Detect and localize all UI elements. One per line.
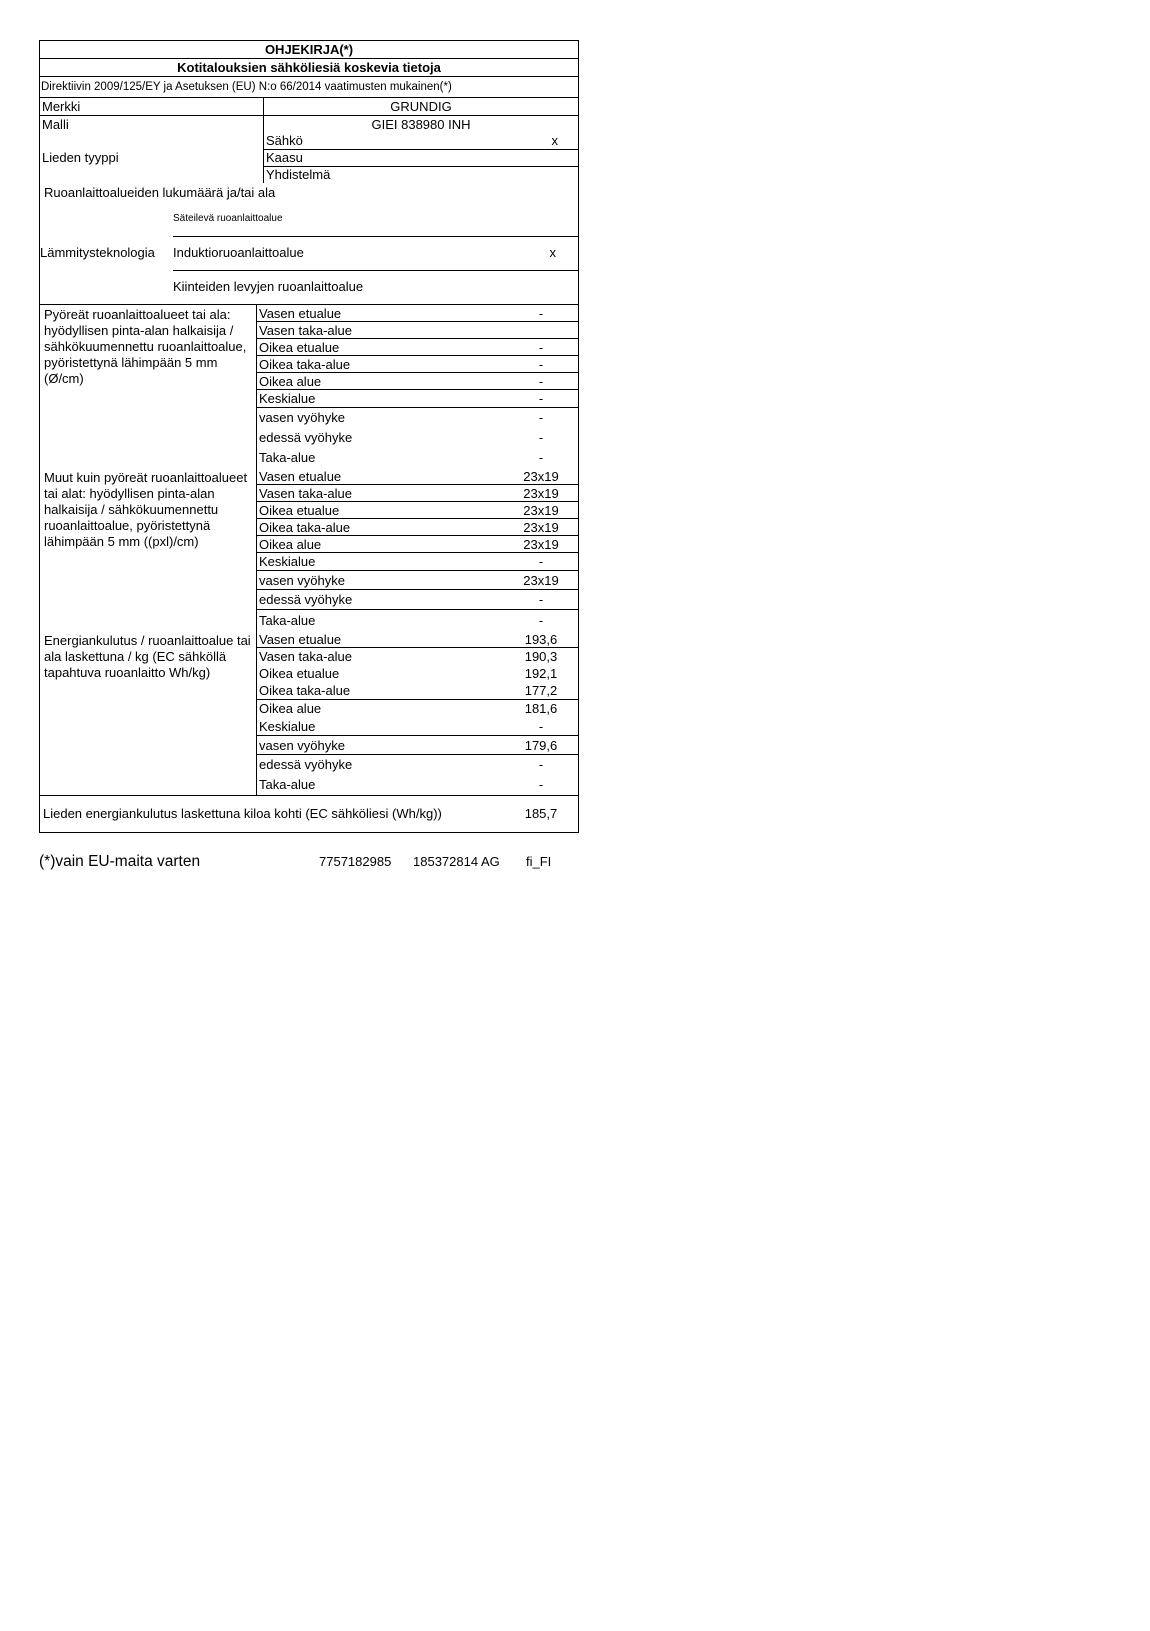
brand-label: Merkki [42, 99, 81, 114]
zone-value: 192,1 [524, 666, 558, 681]
zone-name: Oikea etualue [259, 340, 340, 355]
zone-row [257, 590, 578, 610]
zone-name: Oikea etualue [259, 666, 340, 681]
info-table [39, 40, 579, 833]
heating-option [173, 270, 578, 304]
model-value: GIEI 838980 INH [263, 116, 578, 133]
zone-name: Vasen taka-alue [259, 323, 352, 338]
zone-name: Oikea taka-alue [259, 683, 351, 698]
option-name: Säteilevä ruoanlaittoalue [173, 213, 283, 225]
zone-value: - [538, 306, 544, 321]
zone-name: Vasen taka-alue [259, 486, 352, 501]
zone-name: vasen vyöhyke [259, 738, 345, 753]
zone-value: - [538, 340, 544, 355]
hob-type-option [264, 133, 578, 149]
zone-row [257, 755, 578, 775]
zone-row [257, 485, 578, 502]
total-energy-label: Lieden energiankulutus laskettuna kiloa kohti (EC sähköliesi (Wh/kg)) [43, 805, 442, 821]
energy-zones-rows [257, 631, 578, 795]
zone-name: edessä vyöhyke [259, 757, 353, 772]
zone-name: Oikea taka-alue [259, 520, 351, 535]
zone-name: Oikea alue [259, 537, 322, 552]
footer-code: 185372814 AG [413, 854, 500, 869]
zone-row [257, 610, 578, 631]
zone-name: Keskialue [259, 391, 316, 406]
zone-value: - [538, 374, 544, 389]
zone-row [257, 305, 578, 322]
zone-name: edessä vyöhyke [259, 592, 353, 607]
option-mark: x [549, 245, 556, 261]
zone-row [257, 356, 578, 373]
zone-value: - [538, 430, 544, 445]
zone-value: 23x19 [523, 503, 559, 518]
zone-row [257, 571, 578, 590]
other-zones-label: Muut kuin pyöreät ruoanlaittoalueet tai alat: hyödyllisen pinta-alan halkaisija / sähkökuumennettu ruoanlaittoalue, pyöristettynä lähimpään 5 mm ((pxl)/cm) [40, 468, 257, 631]
zone-row [257, 390, 578, 408]
option-name: Kaasu [266, 150, 303, 165]
zone-name: Vasen etualue [259, 469, 342, 484]
zone-value: - [538, 410, 544, 425]
option-mark: x [551, 133, 558, 148]
document-title: OHJEKIRJA(*) [40, 40, 578, 58]
hob-type-option [264, 149, 578, 166]
zone-row [257, 339, 578, 356]
zone-value: 181,6 [524, 701, 558, 716]
document-footer [39, 852, 599, 872]
heating-option [173, 236, 578, 270]
brand-value: GRUNDIG [263, 98, 578, 115]
option-name: Kiinteiden levyjen ruoanlaittoalue [173, 279, 364, 295]
zone-row [257, 536, 578, 553]
heating-technology-block [40, 202, 578, 304]
model-label: Malli [42, 117, 69, 132]
round-zones-label: Pyöreät ruoanlaittoalueet tai ala: hyödyllisen pinta-alan halkaisija / sähkökuumennettu ruoanlaittoalue, pyöristettynä lähimpään 5 mm (Ø/cm) [40, 305, 257, 468]
zone-row [257, 682, 578, 700]
energy-zones-label: Energiankulutus / ruoanlaittoalue tai ala laskettuna / kg (EC sähköllä tapahtuva ruoanlaitto Wh/kg) [40, 631, 257, 795]
energy-zones-section [40, 631, 578, 795]
zone-value: - [538, 592, 544, 607]
zone-value: 23x19 [523, 537, 559, 552]
zone-row [257, 448, 578, 468]
zone-value: 190,3 [524, 649, 558, 664]
zone-name: Keskialue [259, 719, 316, 734]
hob-type-block [40, 133, 578, 183]
zone-value: - [538, 391, 544, 406]
other-zones-section [40, 468, 578, 631]
zone-row [257, 519, 578, 536]
zone-row [257, 428, 578, 448]
total-energy-row [40, 795, 578, 832]
total-energy-value: 185,7 [524, 805, 558, 821]
zone-value: - [538, 777, 544, 792]
zone-row [257, 373, 578, 390]
zone-value: - [538, 554, 544, 569]
zone-row [257, 665, 578, 682]
zone-row [257, 553, 578, 571]
zone-value: 23x19 [523, 573, 559, 588]
zone-name: Oikea alue [259, 374, 322, 389]
zone-name: Oikea alue [259, 701, 322, 716]
brand-row [40, 97, 578, 115]
zone-name: Vasen taka-alue [259, 649, 352, 664]
zone-name: Taka-alue [259, 613, 316, 628]
round-zones-section [40, 304, 578, 468]
zone-name: Vasen etualue [259, 306, 342, 321]
zone-row [257, 502, 578, 519]
other-zones-rows [257, 468, 578, 631]
zone-name: Oikea taka-alue [259, 357, 351, 372]
zone-value: 23x19 [523, 469, 559, 484]
zone-row [257, 631, 578, 648]
directive-text: Direktiivin 2009/125/EY ja Asetuksen (EU) N:o 66/2014 vaatimusten mukainen(*) [40, 76, 578, 97]
zone-value: - [538, 757, 544, 772]
zone-value: - [538, 719, 544, 734]
zone-name: Oikea etualue [259, 503, 340, 518]
zone-value: 179,6 [524, 738, 558, 753]
heating-label: Lämmitysteknologia [40, 244, 155, 260]
zone-value: - [538, 450, 544, 465]
zone-name: Taka-alue [259, 450, 316, 465]
heating-option [173, 202, 578, 236]
zone-name: vasen vyöhyke [259, 573, 345, 588]
option-name: Sähkö [266, 133, 303, 148]
zone-name: Vasen etualue [259, 632, 342, 647]
option-name: Yhdistelmä [266, 167, 331, 182]
zone-count-label: Ruoanlaittoalueiden lukumäärä ja/tai ala [44, 185, 276, 200]
zone-value: 23x19 [523, 486, 559, 501]
zone-row [257, 648, 578, 665]
zone-value: 193,6 [524, 632, 558, 647]
zone-row [257, 718, 578, 736]
zone-value: 23x19 [523, 520, 559, 535]
zone-name: vasen vyöhyke [259, 410, 345, 425]
round-zones-rows [257, 305, 578, 468]
zone-value [516, 322, 566, 338]
model-row [40, 115, 578, 133]
zone-value: - [538, 357, 544, 372]
zone-value: 177,2 [524, 683, 558, 698]
zone-row [257, 736, 578, 755]
zone-row [257, 322, 578, 339]
zone-name: Keskialue [259, 554, 316, 569]
zone-row [257, 775, 578, 795]
hob-type-label: Lieden tyyppi [42, 149, 119, 165]
zone-value: - [538, 613, 544, 628]
zone-name: Taka-alue [259, 777, 316, 792]
footer-note: (*)vain EU-maita varten [39, 853, 201, 870]
footer-code: 7757182985 [319, 854, 392, 869]
hob-type-options [263, 133, 578, 183]
hob-type-option [264, 166, 578, 183]
zone-name: edessä vyöhyke [259, 430, 353, 445]
heating-options [173, 202, 578, 304]
zone-row [257, 408, 578, 428]
zone-row [257, 700, 578, 718]
document-subtitle: Kotitalouksien sähköliesiä koskevia tietoja [40, 58, 578, 76]
footer-locale: fi_FI [526, 854, 552, 869]
zone-row [257, 468, 578, 485]
option-name: Induktioruoanlaittoalue [173, 245, 304, 261]
